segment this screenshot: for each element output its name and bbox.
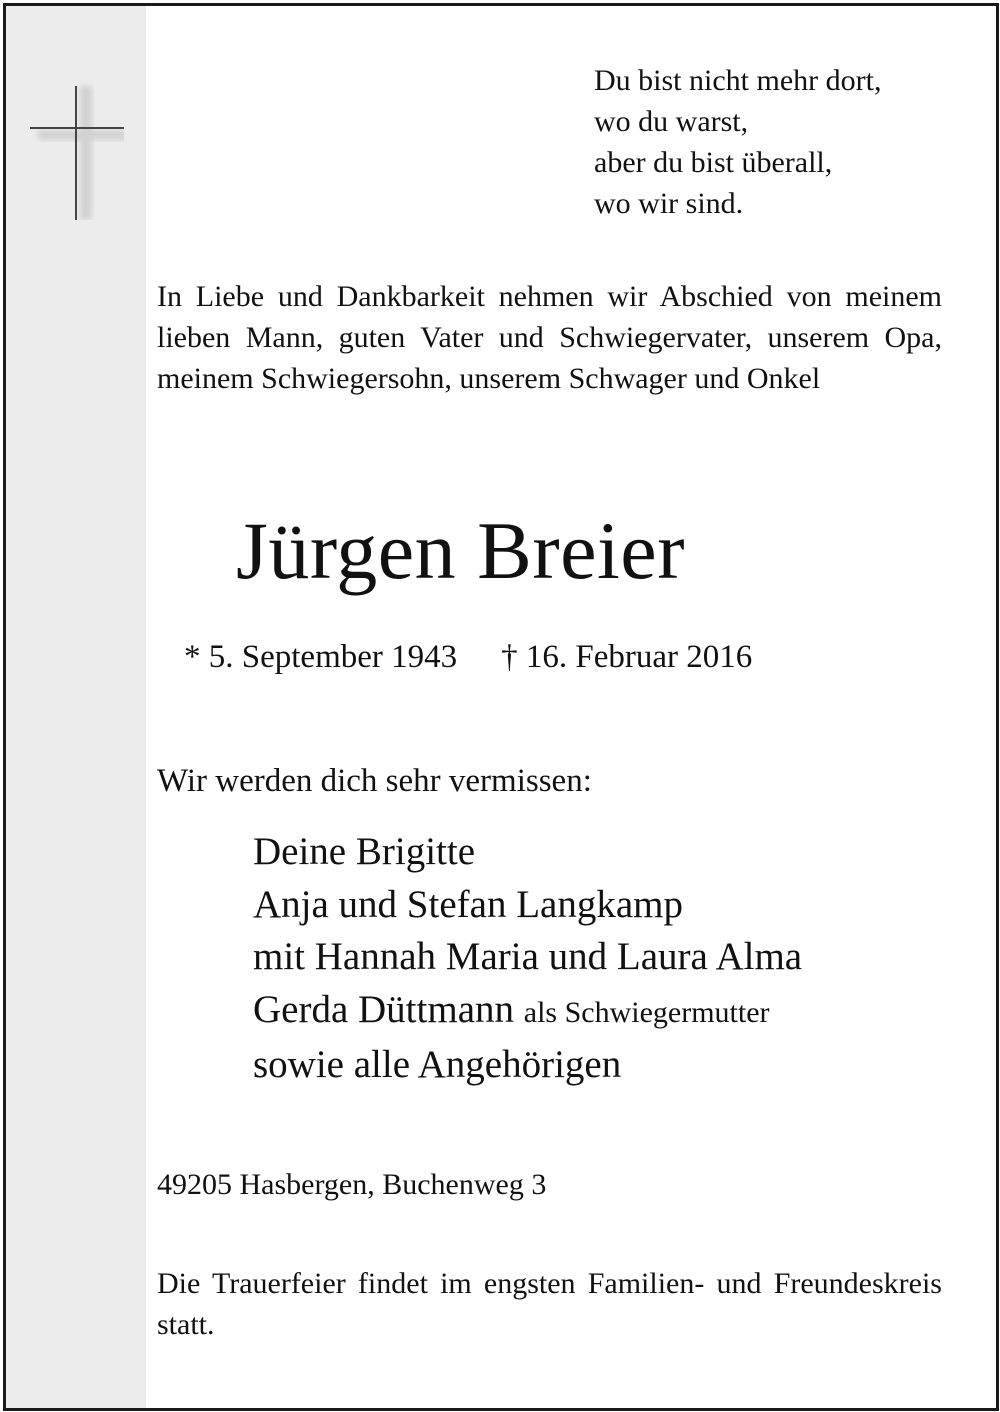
mourner-relation-note: als Schwiegermutter [523,995,770,1029]
cross-icon [24,80,124,220]
death-date: † 16. Februar 2016 [501,639,753,675]
deceased-name: Jürgen Breier [236,505,686,596]
memorial-poem: Du bist nicht mehr dort, wo du warst, aber du bist überall, wo wir sind. [594,64,882,220]
life-dates [184,635,752,679]
mourner-line: mit Hannah Maria und Laura Alma [253,935,803,978]
birth-date: * 5. September 1943 [184,639,458,675]
farewell-intro: In Liebe und Dankbarkeit nehmen wir Abschied von meinem lieben Mann, guten Vater und Schwiegervater, unserem Opa, meinem Schwiegersohn, unserem Schwager und Onkel [157,280,942,395]
mourner-line: sowie alle Angehörigen [253,1043,622,1086]
mourning-intro: Wir werden dich sehr vermissen: [157,763,592,799]
mourner-line [253,984,802,1040]
ceremony-notice: Die Trauerfeier findet im engsten Familien- und Freundeskreis statt. [157,1267,942,1341]
mourners-list [253,826,802,1092]
family-address: 49205 Hasbergen, Buchenweg 3 [157,1168,547,1201]
mourner-line: Deine Brigitte [253,830,476,873]
mourner-line: Anja und Stefan Langkamp [253,882,683,926]
mourner-name: Gerda Düttmann [253,987,515,1031]
obituary-notice [3,3,999,1411]
